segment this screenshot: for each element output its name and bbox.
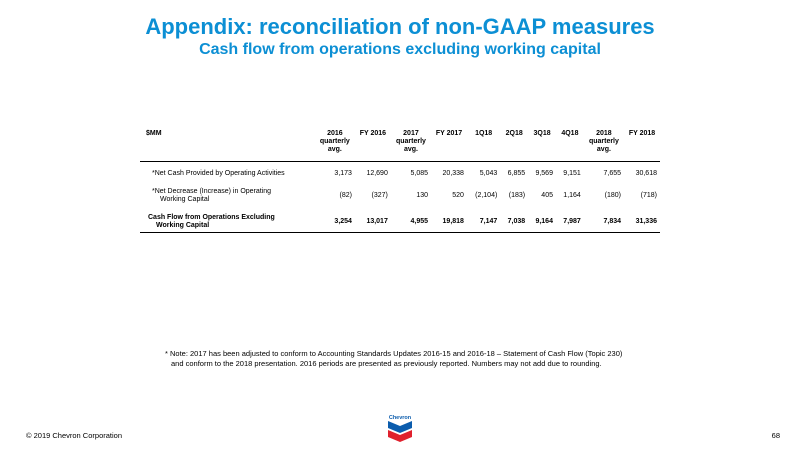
row-label: *Net Decrease (Increase) in Operating Working Capital	[152, 188, 272, 203]
table-cell: 12,690	[366, 170, 388, 177]
table-header-row	[140, 130, 660, 162]
table-cell: 31,336	[624, 212, 660, 233]
table-cell: 13,017	[355, 212, 391, 233]
table-cell: 1,164	[563, 192, 581, 199]
column-header: FY 2017	[431, 130, 467, 162]
row-label: Cash Flow from Operations Excluding Working Capital	[140, 212, 315, 233]
table-cell: 7,147	[467, 212, 500, 233]
table-cell: (82)	[339, 192, 352, 199]
table-cell: 405	[541, 192, 553, 199]
table-row	[140, 186, 660, 212]
column-header: 3Q18	[528, 130, 556, 162]
table-cell: (180)	[604, 192, 622, 199]
footnote	[165, 349, 685, 369]
table-cell: 7,038	[500, 212, 528, 233]
table-cell: 9,569	[535, 170, 553, 177]
table-cell: 5,085	[410, 170, 429, 177]
table-row	[140, 162, 660, 187]
table-cell: 4,955	[391, 212, 431, 233]
table-cell: 5,043	[479, 170, 498, 177]
table-cell: 19,818	[431, 212, 467, 233]
column-header: FY 2018	[624, 130, 660, 162]
column-header: 2018 quarterly avg.	[584, 130, 624, 162]
table-cell: 130	[416, 192, 429, 199]
row-label: *Net Cash Provided by Operating Activities	[152, 170, 285, 177]
table-row-total	[140, 212, 660, 233]
column-header: 1Q18	[467, 130, 500, 162]
table-cell: 7,834	[584, 212, 624, 233]
unit-header: $MM	[140, 130, 315, 162]
chevron-logo-icon	[384, 412, 416, 444]
footnote-line: and conform to the 2018 presentation. 2016 periods are presented as previously reported. Numbers may not add due to rounding.	[171, 359, 602, 368]
table-cell: 9,164	[528, 212, 556, 233]
table-cell: 3,254	[315, 212, 355, 233]
column-header: 2016 quarterly avg.	[315, 130, 355, 162]
table-cell: 9,151	[563, 170, 581, 177]
table-cell: (2,104)	[475, 192, 498, 199]
page-number: 68	[771, 431, 780, 440]
column-header: 2017 quarterly avg.	[391, 130, 431, 162]
table-cell: 6,855	[507, 170, 526, 177]
footnote-line: * Note: 2017 has been adjusted to conform to Accounting Standards Updates 2016-15 and 2016-18 – Statement of Cash Flow (Topic 230)	[165, 349, 623, 358]
table-cell: (183)	[508, 192, 526, 199]
column-header: 4Q18	[556, 130, 584, 162]
table-cell: (327)	[371, 192, 388, 199]
copyright: © 2019 Chevron Corporation	[26, 431, 122, 440]
page-title: Appendix: reconciliation of non-GAAP measures	[145, 14, 655, 39]
table-cell: 520	[452, 192, 464, 199]
table-cell: 7,987	[556, 212, 584, 233]
table-cell: 30,618	[635, 170, 657, 177]
column-header: FY 2016	[355, 130, 391, 162]
table-cell: 3,173	[334, 170, 352, 177]
column-header: 2Q18	[500, 130, 528, 162]
table-cell: 7,655	[603, 170, 622, 177]
page-subtitle: Cash flow from operations excluding working capital	[199, 41, 601, 58]
svg-text:Chevron: Chevron	[388, 415, 412, 421]
reconciliation-table	[140, 130, 660, 233]
table-cell: 20,338	[442, 170, 464, 177]
table-cell: (718)	[640, 192, 657, 199]
